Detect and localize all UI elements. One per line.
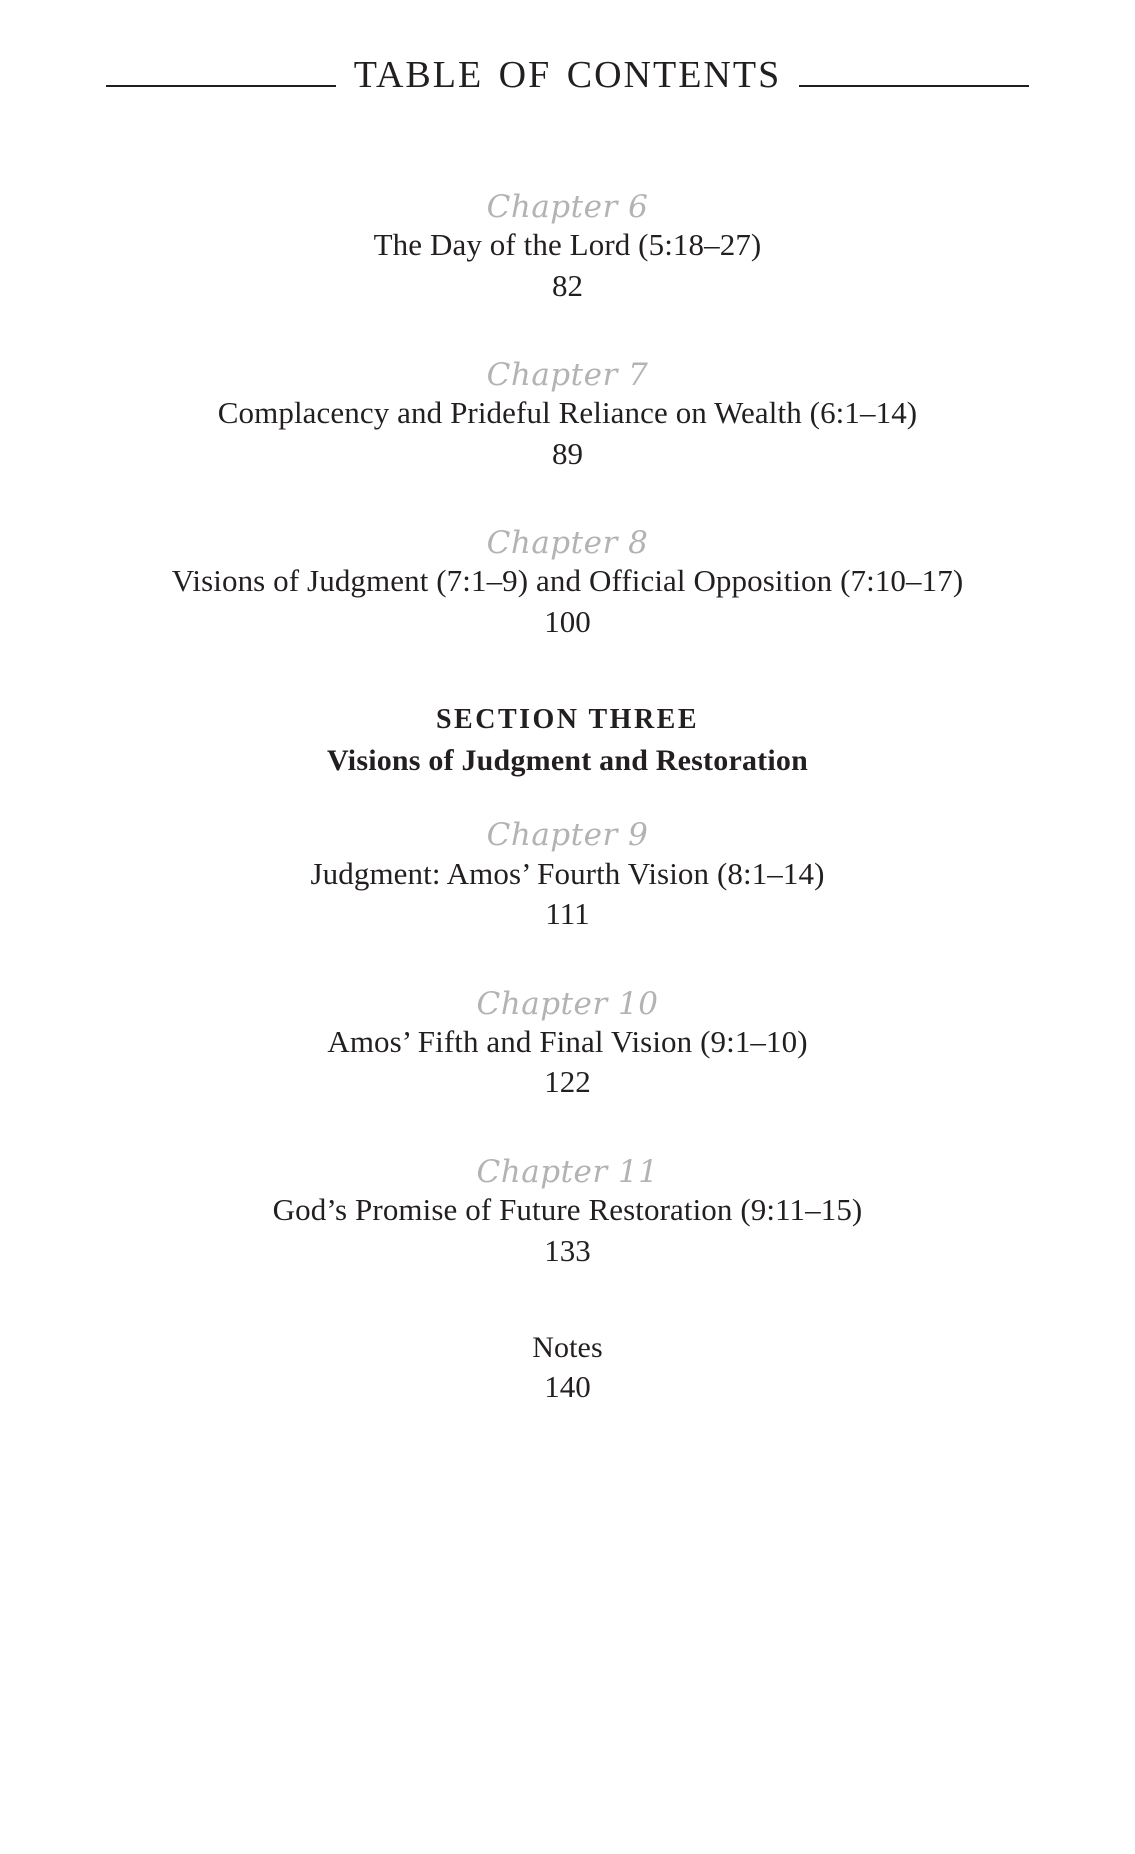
toc-entry <box>0 190 1135 306</box>
toc-entry <box>0 358 1135 474</box>
toc-entries-bottom <box>0 818 1135 1270</box>
chapter-label: Chapter 6 <box>486 189 649 225</box>
chapter-label: Chapter 10 <box>476 985 659 1022</box>
entry-page-number: 89 <box>552 435 583 471</box>
toc-entries-top <box>0 190 1135 642</box>
entry-page-number: 133 <box>544 1232 591 1268</box>
backmatter-entry <box>0 1329 1135 1408</box>
section-kicker: SECTION THREE <box>435 704 700 736</box>
page-header <box>0 0 1135 100</box>
toc-entry <box>0 987 1135 1103</box>
entry-title: The Day of the Lord (5:18–27) <box>373 227 762 263</box>
chapter-label: Chapter 11 <box>476 1153 659 1190</box>
section-divider <box>0 704 1135 778</box>
toc-entry <box>0 818 1135 934</box>
entry-title: Visions of Judgment (7:1–9) and Official Opposition (7:10–17) <box>171 563 964 599</box>
entry-page-number: 122 <box>544 1064 591 1100</box>
toc-entry <box>0 1155 1135 1271</box>
header-rule-left <box>106 85 336 87</box>
entry-title: God’s Promise of Future Restoration (9:11–15) <box>272 1191 863 1227</box>
entry-page-number: 111 <box>545 896 590 932</box>
chapter-label: Chapter 7 <box>486 357 649 394</box>
entry-page-number: 100 <box>544 604 591 640</box>
entry-page-number: 82 <box>552 267 583 303</box>
chapter-label: Chapter 9 <box>486 817 649 854</box>
entry-page-number: 140 <box>544 1369 591 1405</box>
header-rule-right <box>799 85 1029 87</box>
toc-entry <box>0 526 1135 642</box>
entry-title: Notes <box>532 1330 603 1364</box>
entry-title: Amos’ Fifth and Final Vision (9:1–10) <box>327 1023 808 1059</box>
entry-title: Judgment: Amos’ Fourth Vision (8:1–14) <box>310 855 825 891</box>
page-title: table of contents <box>353 39 782 99</box>
chapter-label: Chapter 8 <box>486 525 649 562</box>
entry-title: Complacency and Prideful Reliance on Wealth (6:1–14) <box>217 395 918 431</box>
section-name: Visions of Judgment and Restoration <box>327 744 808 778</box>
